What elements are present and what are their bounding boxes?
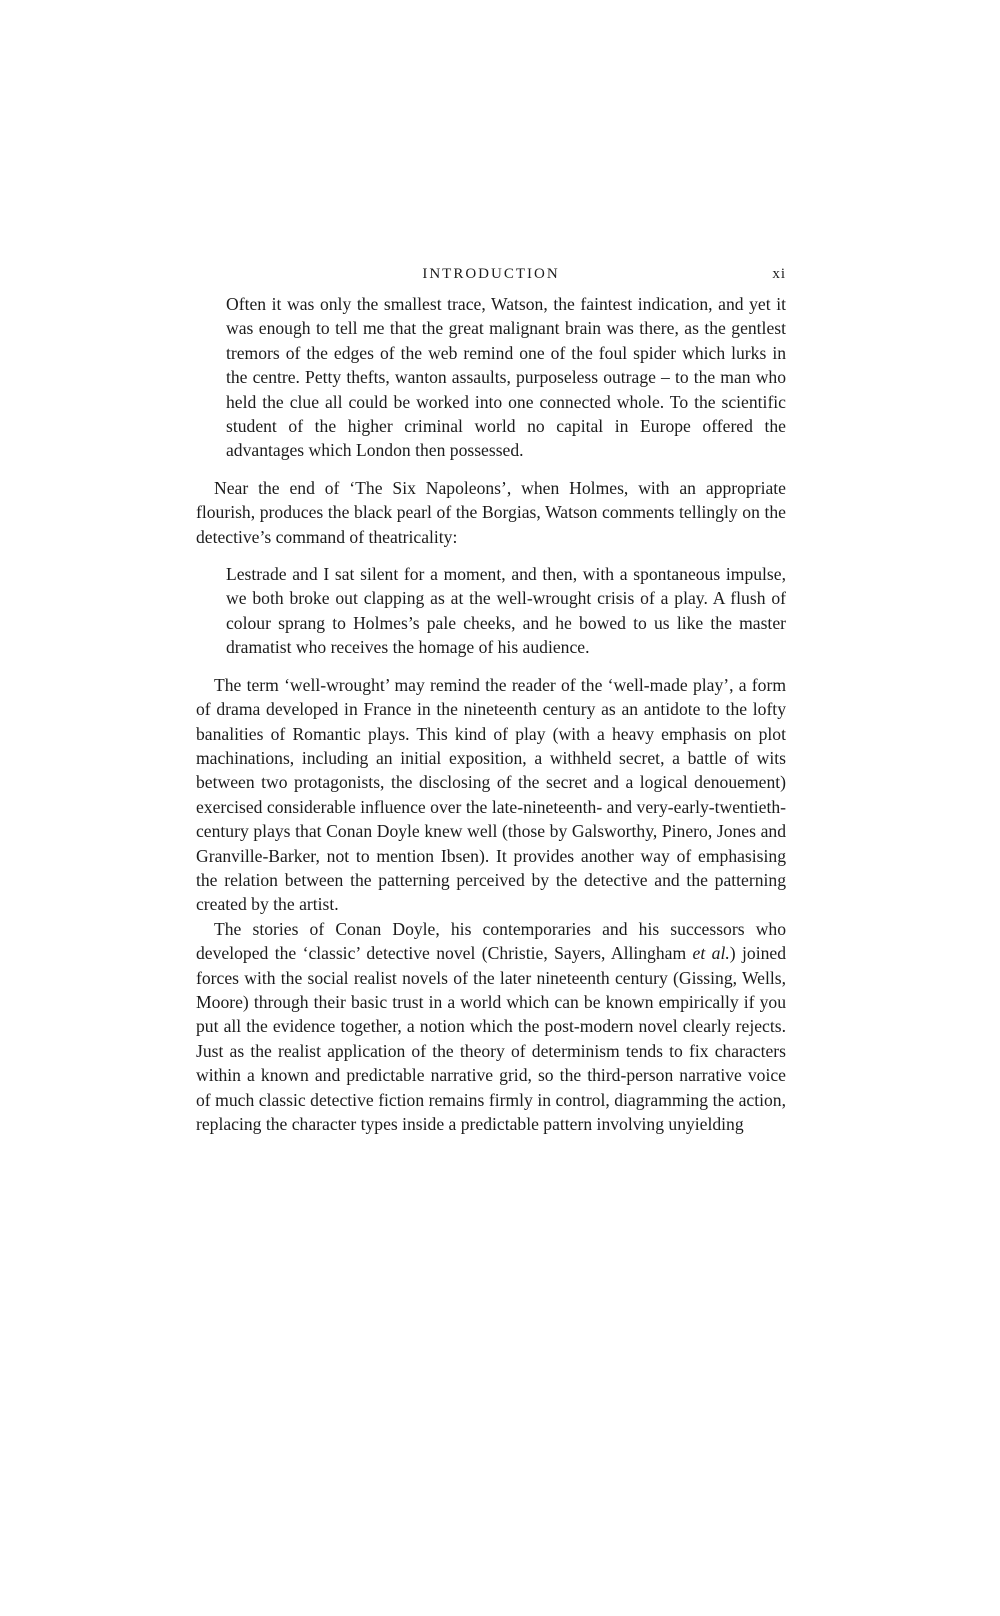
running-head [196, 266, 786, 292]
block-quote-lestrade: Lestrade and I sat silent for a moment, and then, with a spontaneous impulse, we both broke out clapping as at the well-wrought crisis of a play. A flush of colour sprang to Holmes’s pale cheeks, and he bowed to us like the master dramatist who receives the homage of his audience. [226, 564, 786, 658]
paragraph-text-start: The stories of Conan Doyle, his contemporaries and his successors who developed the ‘classic’ detective novel (Christie, Sayers, Allingham [196, 918, 786, 964]
block-quote-moriarty: Often it was only the smallest trace, Watson, the faintest indication, and yet it was enough to tell me that the great malignant brain was there, as the gentlest tremors of the edges of the web remind one of the foul spider which lurks in the centre. Petty thefts, wanton assaults, purposeless outrage – to the man who held the clue all could be worked into one connected whole. To the scientific student of the higher criminal world no capital in Europe offered the advantages which London then possessed. [226, 294, 786, 461]
book-page [196, 266, 786, 1136]
paragraph-six-napoleons: Near the end of ‘The Six Napoleons’, when Holmes, with an appropriate flourish, produces the black pearl of the Borgias, Watson comments tellingly on the detective’s command of theatricality: [196, 477, 786, 547]
paragraph-italic-et-al: et al. [692, 943, 730, 964]
page-number: xi [772, 266, 786, 282]
paragraph-classic-detective-novel [196, 917, 786, 1137]
running-head-title: INTRODUCTION [422, 266, 560, 282]
paragraph-text-end: ) joined forces with the social realist novels of the later nineteenth century (Gissing, Wells, Moore) through their basic trust in a world which can be known empirically if you put all the evidence together, a notion which the post-modern novel clearly rejects. Just as the realist application of the theory of determinism tends to fix characters within a known and predictable narrative grid, so the third-person narrative voice of much classic detective fiction remains firmly in control, diagramming the action, replacing the character types inside a predictable pattern involving unyielding [196, 943, 786, 1134]
paragraph-well-made-play: The term ‘well-wrought’ may remind the reader of the ‘well-made play’, a form of drama developed in France in the nineteenth century as an antidote to the lofty banalities of Romantic plays. This kind of play (with a heavy emphasis on plot machinations, including an initial exposition, a withheld secret, a battle of wits between two protagonists, the disclosing of the secret and a logical denouement) exercised considerable influence over the late-nineteenth- and very-early-twentieth-century plays that Conan Doyle knew well (those by Galsworthy, Pinero, Jones and Granville-Barker, not to mention Ibsen). It provides another way of emphasising the relation between the patterning perceived by the detective and the patterning created by the artist. [196, 674, 786, 915]
